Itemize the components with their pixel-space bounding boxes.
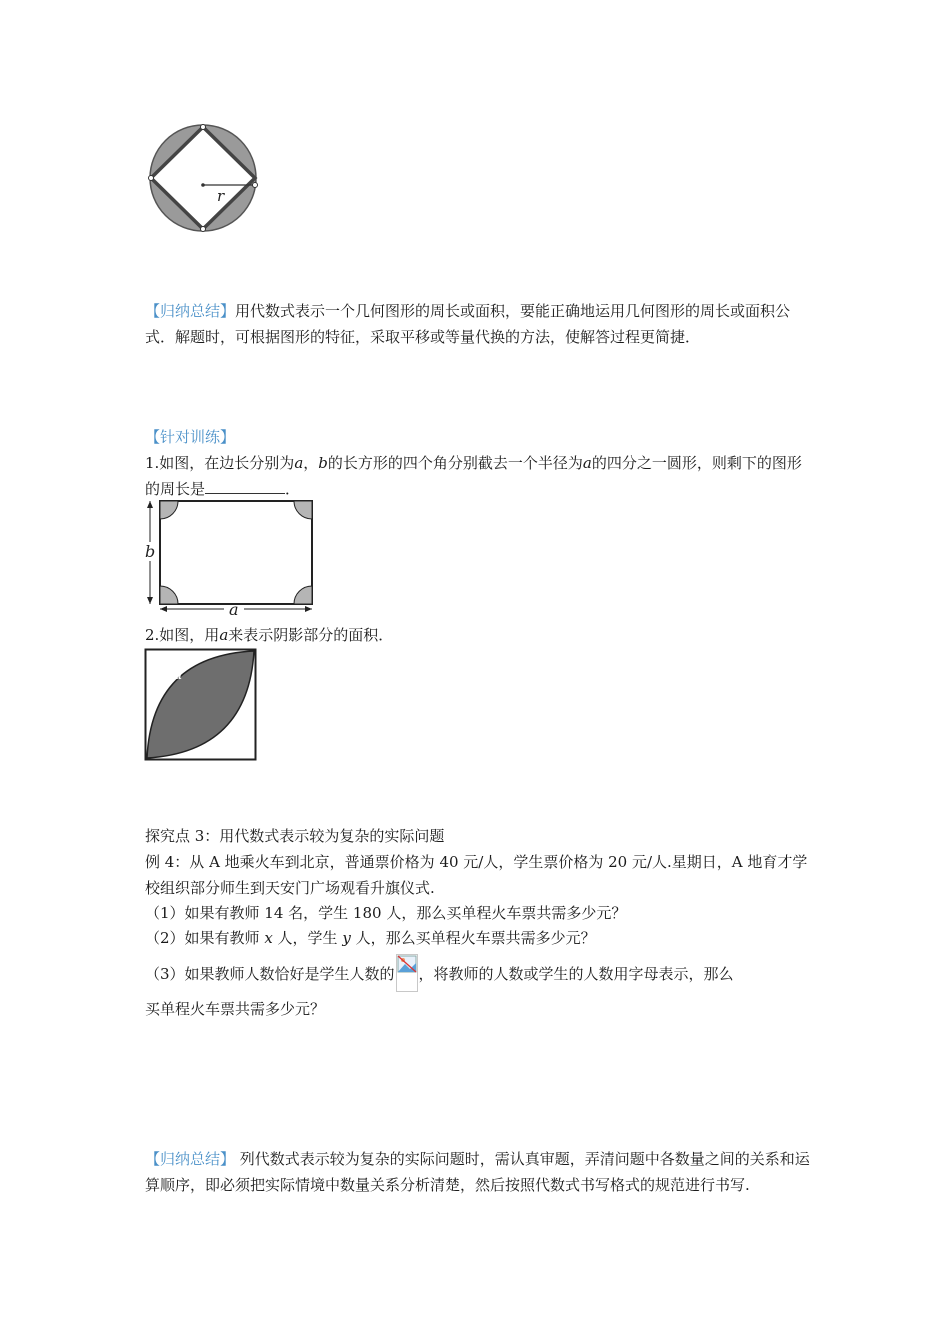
answer-blank xyxy=(205,479,285,494)
summary-text: 用代数式表示一个几何图形的周长或面积，要能正确地运用几何图形的周长或面积公式．解题时，可根据图形的特征，采取平移或等量代换的方法，使解答过程更简捷． xyxy=(145,302,791,346)
item-1: （1）如果有教师 14 名，学生 180 人，那么买单程火车票共需多少元？ xyxy=(145,904,627,922)
label-b: b xyxy=(145,542,156,561)
summary-text-2: 列代数式表示较为复杂的实际问题时，需认真审题，弄清问题中各数量之间的关系和运算顺序，即必须把实际情境中数量关系分析清楚，然后按照代数式书写格式的规范进行书写. xyxy=(145,1150,810,1194)
training-tag: 【针对训练】 xyxy=(145,428,236,446)
item-3: （3）如果教师人数恰好是学生人数的 ，将教师的人数或学生的人数用字母表示，那么 xyxy=(145,956,815,994)
radius-label: r xyxy=(217,187,225,205)
square-lens-figure xyxy=(144,648,258,762)
question-2: 2.如图，用a来表示阴影部分的面积． xyxy=(145,626,394,644)
label-a: a xyxy=(229,600,239,617)
summary-paragraph-1 xyxy=(145,298,815,350)
label-top-a: a xyxy=(174,667,183,683)
example-4: 例 4：从 A 地乘火车到北京，普通票价格为 40 元/人，学生票价格为 20 元/人.星期日，A 地育才学校组织部分师生到天安门广场观看升旗仪式. xyxy=(145,853,808,897)
summary-paragraph-2 xyxy=(145,1146,815,1198)
explore-title: 探究点 3：用代数式表示较为复杂的实际问题 xyxy=(145,827,445,845)
summary-tag: 【归纳总结】 xyxy=(145,302,236,320)
label-right-a: a xyxy=(226,721,235,737)
summary-tag-2: 【归纳总结】 xyxy=(145,1150,236,1168)
item-3-cont: 买单程火车票共需多少元？ xyxy=(145,1000,326,1018)
circle-square-figure xyxy=(145,123,263,235)
rectangle-figure xyxy=(140,497,320,617)
broken-image-icon xyxy=(396,954,418,992)
item-2: （2）如果有教师 x 人，学生 y 人，那么买单程火车票共需多少元？ xyxy=(145,929,596,947)
question-1: 1.如图，在边长分别为a，b的长方形的四个角分别截去一个半径为a的四分之一圆形，则剩下的图形的周长是 ． xyxy=(145,454,802,498)
